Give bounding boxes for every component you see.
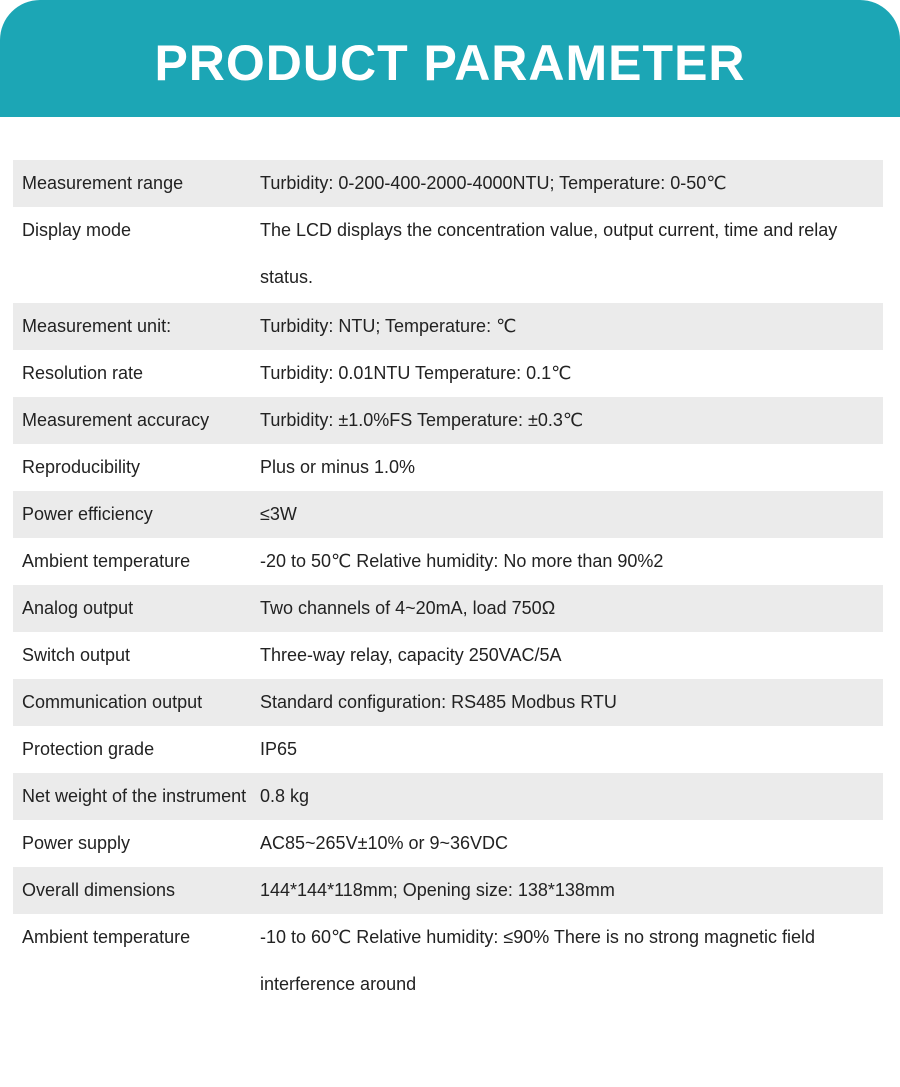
row-value: -20 to 50℃ Relative humidity: No more than 90%2 [260,551,664,571]
row-value: Two channels of 4~20mA, load 750Ω [260,598,556,618]
parameter-table [13,160,883,1010]
row-label: Power supply [22,833,131,853]
row-value: ≤3W [260,504,297,524]
page-title: PRODUCT PARAMETER [154,34,746,91]
row-label: Display mode [22,220,132,240]
table-row [13,773,883,820]
row-value: Turbidity: 0.01NTU Temperature: 0.1℃ [260,363,572,383]
row-value: Standard configuration: RS485 Modbus RTU [260,692,617,712]
table-row [13,207,883,303]
page-header [0,0,900,117]
table-row [13,867,883,914]
table-row [13,679,883,726]
row-label: Communication output [22,692,203,712]
row-value: Three-way relay, capacity 250VAC/5A [260,645,562,665]
row-value: 0.8 kg [260,786,310,806]
row-label: Switch output [22,645,131,665]
table-row [13,914,883,1010]
row-label: Overall dimensions [22,880,176,900]
row-label: Resolution rate [22,363,144,383]
row-label: Measurement unit: [22,316,172,336]
row-label: Reproducibility [22,457,141,477]
table-row [13,303,883,350]
row-value: AC85~265V±10% or 9~36VDC [260,833,509,853]
row-value: Turbidity: NTU; Temperature: ℃ [260,316,517,336]
row-label: Measurement accuracy [22,410,210,430]
table-row [13,444,883,491]
row-label: Net weight of the instrument [22,786,247,806]
row-label: Measurement range [22,173,184,193]
table-row [13,397,883,444]
row-value: -10 to 60℃ Relative humidity: ≤90% There is no strong magnetic field interference around [260,927,816,994]
table-row [13,160,883,207]
row-label: Ambient temperature [22,551,191,571]
row-value: Turbidity: ±1.0%FS Temperature: ±0.3℃ [260,410,584,430]
table-row [13,491,883,538]
row-label: Ambient temperature [22,927,191,947]
table-row [13,350,883,397]
row-label: Protection grade [22,739,155,759]
table-row [13,726,883,773]
row-value: Plus or minus 1.0% [260,457,416,477]
table-row [13,538,883,585]
row-value: IP65 [260,739,298,759]
table-row [13,820,883,867]
row-label: Analog output [22,598,134,618]
row-value: Turbidity: 0-200-400-2000-4000NTU; Temperature: 0-50℃ [260,173,727,193]
row-label: Power efficiency [22,504,153,524]
table-row [13,585,883,632]
row-value: The LCD displays the concentration value, output current, time and relay status. [260,220,838,287]
table-row [13,632,883,679]
row-value: 144*144*118mm; Opening size: 138*138mm [260,880,615,900]
